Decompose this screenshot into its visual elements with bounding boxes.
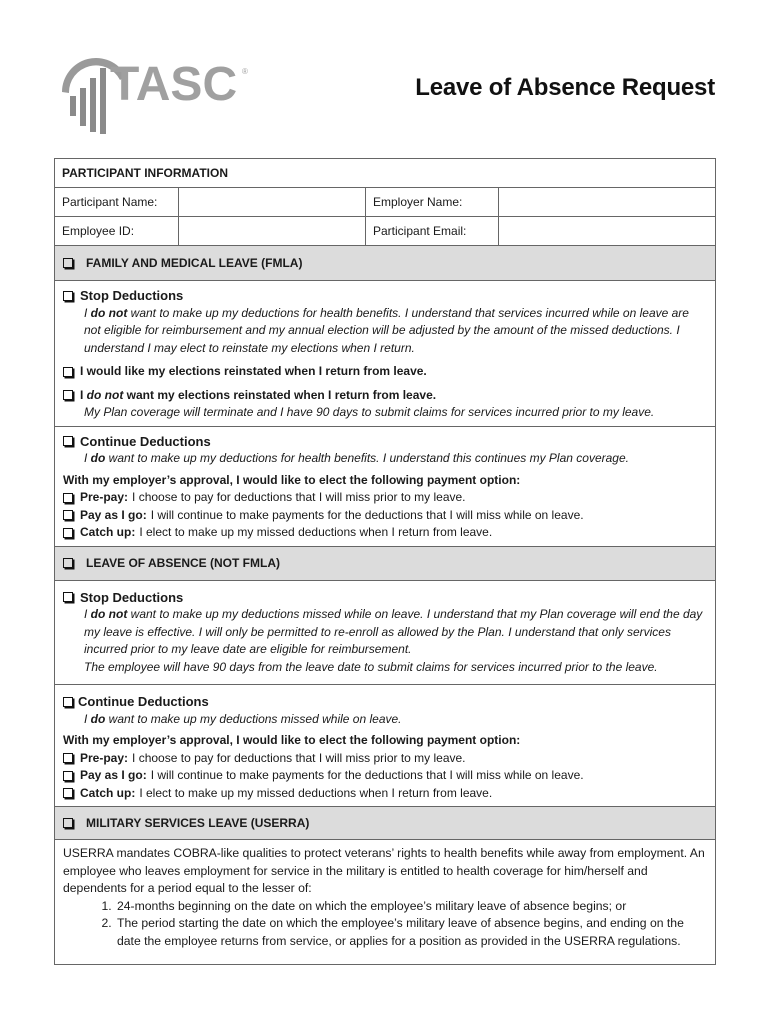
employer-name-field[interactable]	[499, 188, 715, 216]
logo-reg: ®	[242, 67, 248, 76]
logo-text: TASC	[110, 58, 238, 111]
loa-section-heading	[55, 547, 715, 581]
userra-section-heading	[55, 807, 715, 840]
loa-stop-checkbox[interactable]	[63, 592, 73, 602]
fmla-section-heading	[55, 246, 715, 281]
fmla-prepay-label: Pre-pay:	[80, 490, 129, 504]
loa-catchup-checkbox[interactable]	[63, 788, 73, 798]
fmla-continue-text: I do want to make up my deductions for health benefits. I understand this continues my Plan coverage.	[84, 451, 629, 465]
fmla-not-reinstate-note: My Plan coverage will terminate and I have 90 days to submit claims for services incurred prior to my leave.	[84, 405, 655, 419]
loa-continue-title: Continue Deductions	[78, 694, 209, 709]
loa-catchup-label: Catch up:	[80, 785, 136, 800]
participant-name-label: Participant Name:	[55, 188, 179, 216]
fmla-heading-label: FAMILY AND MEDICAL LEAVE (FMLA)	[86, 256, 303, 270]
info-row-1	[55, 188, 715, 217]
employee-id-label: Employee ID:	[55, 217, 179, 245]
fmla-approval-text: With my employer’s approval, I would like to elect the following payment option:	[63, 472, 521, 487]
loa-continue-text: I do want to make up my deductions missed while on leave.	[84, 711, 402, 726]
fmla-continue-checkbox[interactable]	[63, 436, 73, 446]
fmla-payasgo-checkbox[interactable]	[63, 510, 73, 520]
userra-list	[63, 898, 707, 951]
userra-text: USERRA mandates COBRA-like qualities to protect veterans’ rights to health benefits while away from employment. An employee who leaves employment for service in the military is entitled to health coverage for him/herself and dependents for a period equal to the lesser of:	[63, 846, 705, 895]
loa-continue-block	[55, 685, 715, 807]
fmla-not-reinstate-checkbox[interactable]	[63, 390, 73, 400]
userra-item-2: 2. The period starting the date on which the employee’s military leave of absence begins, and ending on the date the employee returns from service, or applies for a position as provided in the USERRA regulations.	[115, 915, 707, 950]
loa-stop-text: I do not want to make up my deductions missed while on leave. I understand that my Plan coverage will end the day my leave is effective. I will only be permitted to re-enroll as allowed by the Plan. I understand that only services incurred prior to my leave date are eligible for reimbursement.	[84, 607, 703, 656]
fmla-checkbox[interactable]	[63, 258, 73, 268]
loa-continue-checkbox[interactable]	[63, 697, 73, 707]
loa-approval-text: With my employer’s approval, I would like to elect the following payment option:	[63, 733, 521, 747]
userra-block	[55, 840, 715, 964]
fmla-stop-block	[55, 281, 715, 427]
loa-payasgo-label: Pay as I go:	[80, 768, 147, 782]
fmla-stop-checkbox[interactable]	[63, 291, 73, 301]
loa-stop-note: The employee will have 90 days from the leave date to submit claims for services incurred prior to the leave.	[84, 659, 658, 674]
loa-catchup-text: I elect to make up my missed deductions when I return from leave.	[139, 785, 493, 800]
fmla-stop-title: Stop Deductions	[80, 288, 184, 303]
userra-item-1: 1. 24-months beginning on the date on which the employee’s military leave of absence begins; or	[115, 898, 707, 916]
fmla-catchup-checkbox[interactable]	[63, 528, 73, 538]
loa-prepay-checkbox[interactable]	[63, 753, 73, 763]
loa-stop-title: Stop Deductions	[80, 589, 184, 605]
employee-id-field[interactable]	[179, 217, 366, 245]
fmla-reinstate-label: I would like my elections reinstated when I return from leave.	[80, 364, 427, 378]
fmla-stop-text: I do not want to make up my deductions for health benefits. I understand that services incurred while on leave are not eligible for reimbursement and my annual election will be adjusted by the amount of the missed deductions. I understand I may elect to reinstate my elections when I return.	[84, 305, 689, 355]
loa-prepay-text: I choose to pay for deductions that I will miss prior to my leave.	[132, 750, 466, 765]
fmla-not-reinstate-label: I do not want my elections reinstated when I return from leave.	[80, 387, 437, 402]
loa-checkbox[interactable]	[63, 558, 73, 568]
participant-email-field[interactable]	[499, 217, 715, 245]
tasc-logo	[54, 56, 254, 136]
userra-checkbox[interactable]	[63, 818, 73, 828]
page-title: Leave of Absence Request	[415, 74, 715, 101]
fmla-reinstate-checkbox[interactable]	[63, 367, 73, 377]
fmla-payasgo-label: Pay as I go:	[80, 507, 147, 522]
participant-info-heading: PARTICIPANT INFORMATION	[55, 159, 715, 188]
fmla-catchup-label: Catch up:	[80, 525, 136, 539]
loa-stop-block	[55, 581, 715, 686]
userra-heading-label: MILITARY SERVICES LEAVE (USERRA)	[86, 816, 310, 830]
info-row-2	[55, 217, 715, 246]
fmla-catchup-text: I elect to make up my missed deductions when I return from leave.	[139, 525, 493, 539]
fmla-payasgo-text: I will continue to make payments for the deductions that I will miss while on leave.	[150, 507, 584, 522]
employer-name-label: Employer Name:	[366, 188, 499, 216]
loa-payasgo-checkbox[interactable]	[63, 771, 73, 781]
participant-name-field[interactable]	[179, 188, 366, 216]
loa-prepay-label: Pre-pay:	[80, 750, 129, 765]
fmla-continue-title: Continue Deductions	[80, 433, 211, 449]
participant-email-label: Participant Email:	[366, 217, 499, 245]
loa-heading-label: LEAVE OF ABSENCE (NOT FMLA)	[86, 556, 280, 570]
fmla-prepay-checkbox[interactable]	[63, 493, 73, 503]
fmla-prepay-text: I choose to pay for deductions that I will miss prior to my leave.	[132, 490, 466, 504]
fmla-continue-block	[55, 427, 715, 547]
leave-request-form	[54, 158, 716, 965]
loa-payasgo-text: I will continue to make payments for the deductions that I will miss while on leave.	[150, 768, 584, 782]
